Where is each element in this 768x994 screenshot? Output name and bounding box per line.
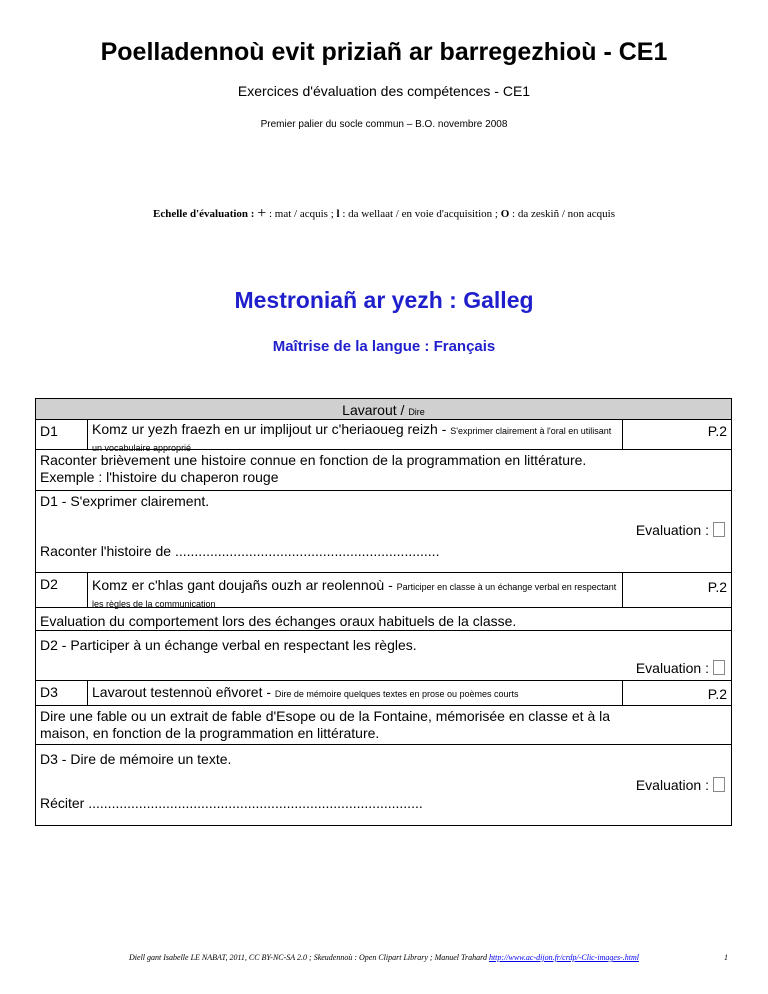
task-label: D1 - S'exprimer clairement. — [40, 493, 210, 509]
item-breton: Komz ur yezh fraezh en ur implijout ur c'heriaoueg reizh - — [92, 421, 447, 437]
item-breton: Lavarout testennoù eñvoret - — [92, 684, 272, 700]
item-code: D2 — [36, 573, 88, 607]
description-line: Exemple : l'histoire du chaperon rouge — [40, 469, 279, 485]
item-page: P.2 — [707, 579, 727, 595]
section-subtitle: Maîtrise de la langue : Français — [272, 338, 496, 355]
item-code: D3 — [36, 681, 88, 705]
task-label: D2 - Participer à un échange verbal en respectant les règles. — [40, 637, 417, 653]
o-text: : da zeskiñ / non acquis — [512, 208, 615, 220]
scale-label: Echelle d'évaluation : — [153, 208, 255, 220]
description-line: Raconter brièvement une histoire connue en fonction de la programmation en littérature. — [40, 452, 587, 468]
item-header-d3 — [35, 680, 732, 706]
description-line: Evaluation du comportement lors des échanges oraux habituels de la classe. — [40, 613, 517, 629]
item-code: D1 — [36, 420, 88, 449]
l-text: : da wellaat / en voie d'acquisition ; — [342, 208, 498, 220]
footer-credits — [0, 953, 768, 962]
section-title: Mestroniañ ar yezh : Galleg — [234, 287, 534, 313]
o-symbol: O — [500, 208, 510, 220]
evaluation-label: Evaluation : — [635, 522, 709, 538]
page-title: Poelladennoù evit priziañ ar barregezhioù - CE1 — [100, 38, 668, 66]
task-prompt: Raconter l'histoire de .................................................................... — [40, 543, 440, 559]
item-french: Dire de mémoire quelques textes en prose ou poèmes courts — [274, 689, 519, 699]
table-header — [35, 398, 732, 420]
evaluation-field — [636, 522, 731, 538]
evaluation-checkbox[interactable] — [713, 777, 725, 792]
item-task-d2 — [35, 630, 732, 681]
item-description-d2 — [35, 607, 732, 631]
table-header-main: Lavarout / — [342, 402, 405, 418]
evaluation-field — [636, 777, 731, 793]
description-line: Dire une fable ou un extrait de fable d'Esope ou de la Fontaine, mémorisée en classe et à la — [40, 708, 611, 724]
item-competency — [88, 420, 623, 453]
item-description-d1 — [35, 449, 732, 491]
evaluation-label: Evaluation : — [635, 660, 709, 676]
footer-text: Diell gant Isabelle LE NABAT, 2011, CC BY-NC-SA 2.0 ; Skeudennoù : Open Clipart Library ; Manuel Trahard — [129, 953, 487, 962]
item-task-d1 — [35, 490, 732, 573]
plus-symbol: + — [257, 205, 267, 222]
evaluation-checkbox[interactable] — [713, 660, 725, 675]
item-page: P.2 — [707, 423, 727, 439]
evaluation-scale — [0, 205, 768, 223]
table-header-small: Dire — [408, 407, 425, 417]
item-description-d3 — [35, 705, 732, 745]
page-number: 1 — [724, 953, 728, 962]
reference-note: Premier palier du socle commun – B.O. novembre 2008 — [260, 119, 508, 130]
evaluation-label: Evaluation : — [635, 777, 709, 793]
item-competency — [88, 573, 623, 607]
evaluation-checkbox[interactable] — [713, 522, 725, 537]
task-prompt: Réciter ...................................................................................... — [40, 795, 423, 811]
item-task-d3 — [35, 744, 732, 826]
page-subtitle: Exercices d'évaluation des compétences - CE1 — [237, 83, 531, 99]
evaluation-field — [636, 660, 731, 676]
item-competency — [88, 681, 623, 705]
footer-link[interactable]: http://www.ac-dijon.fr/crdp/-Clic-images-.html — [488, 953, 639, 962]
task-label: D3 - Dire de mémoire un texte. — [40, 751, 232, 767]
item-page: P.2 — [707, 686, 727, 702]
plus-text: : mat / acquis ; — [269, 208, 334, 220]
item-breton: Komz er c'hlas gant doujañs ouzh ar reolennoù - — [92, 577, 393, 593]
item-header-d2 — [35, 572, 732, 608]
item-french: S'exprimer clairement à l'oral en utilisant un vocabulaire approprié — [92, 426, 612, 453]
description-line: maison, en fonction de la programmation en littérature. — [40, 725, 380, 741]
item-french: Participer en classe à un échange verbal en respectant les règles de la communication — [92, 582, 617, 609]
item-header-d1 — [35, 419, 732, 453]
l-symbol: l — [336, 208, 340, 220]
